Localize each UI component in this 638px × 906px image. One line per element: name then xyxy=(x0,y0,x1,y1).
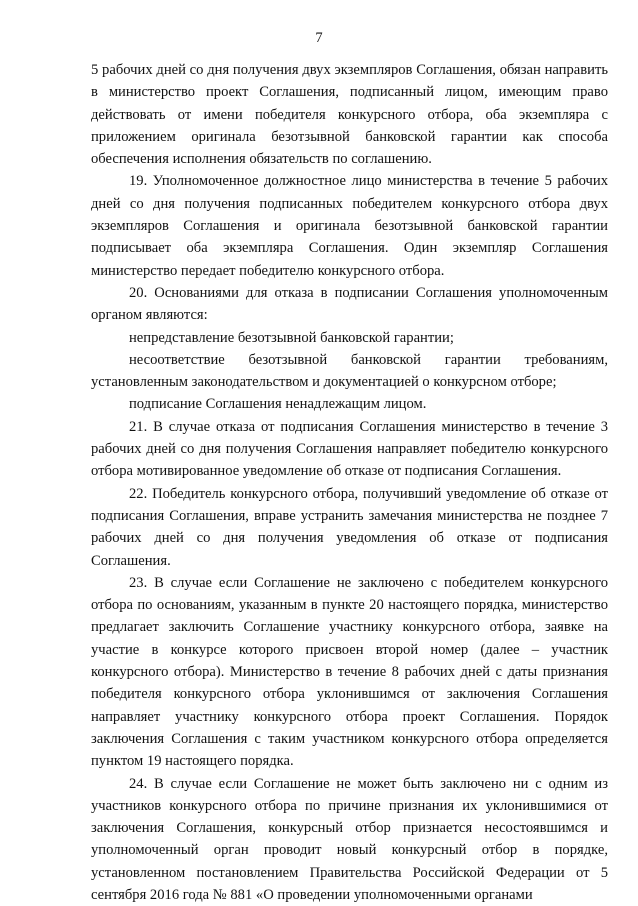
document-body xyxy=(91,59,608,906)
paragraph-20: 20. Основаниями для отказа в подписании Соглашения уполномоченным органом являются: xyxy=(91,282,608,327)
paragraph-19: 19. Уполномоченное должностное лицо министерства в течение 5 рабочих дней со дня получения подписанных победителем конкурсного отбора двух экземпляров Соглашения и оригинала безотзывной банковской гарантии подписывает оба экземпляра Соглашения. Один экземпляр Соглашения министерство передает победителю конкурсного отбора. xyxy=(91,170,608,281)
paragraph-24: 24. В случае если Соглашение не может быть заключено ни с одним из участников конкурсного отбора по причине признания их уклонившимися от заключения Соглашения, конкурсный отбор признается несостоявшимся и уполномоченный орган проводит новый конкурсный отбор в порядке, установленном постановлением Правительства Российской Федерации от 5 сентября 2016 года № 881 «О проведении уполномоченными органами xyxy=(91,773,608,906)
page-number: 7 xyxy=(0,29,638,47)
paragraph-23: 23. В случае если Соглашение не заключено с победителем конкурсного отбора по основаниям, указанным в пункте 20 настоящего порядка, министерство предлагает заключить Соглашение участнику конкурсного отбора, заявке на участие в конкурсе которого присвоен второй номер (далее – участник конкурсного отбора). Министерство в течение 8 рабочих дней с даты признания победителя конкурсного отбора уклонившимся от заключения Соглашения направляет участнику конкурсного отбора проект Соглашения. Порядок заключения Соглашения с таким участником конкурсного отбора определяется пунктом 19 настоящего порядка. xyxy=(91,572,608,773)
paragraph-20-item-1: непредставление безотзывной банковской гарантии; xyxy=(91,327,608,349)
paragraph-21: 21. В случае отказа от подписания Соглашения министерство в течение 3 рабочих дней со дня получения Соглашения направляет победителю конкурсного отбора мотивированное уведомление об отказе от подписания Соглашения. xyxy=(91,416,608,483)
paragraph-20-item-3: подписание Соглашения ненадлежащим лицом. xyxy=(91,393,608,415)
paragraph-continuation: 5 рабочих дней со дня получения двух экземпляров Соглашения, обязан направить в министерство проект Соглашения, подписанный лицом, имеющим право действовать от имени победителя конкурсного отбора, оба экземпляра с приложением оригинала безотзывной банковской гарантии как способа обеспечения исполнения обязательств по соглашению. xyxy=(91,59,608,170)
paragraph-22: 22. Победитель конкурсного отбора, получивший уведомление об отказе от подписания Соглашения, вправе устранить замечания министерства не позднее 7 рабочих дней со дня получения уведомления об отказе от подписания Соглашения. xyxy=(91,483,608,572)
paragraph-20-item-2: несоответствие безотзывной банковской гарантии требованиям, установленным законодательством и документацией о конкурсном отборе; xyxy=(91,349,608,394)
